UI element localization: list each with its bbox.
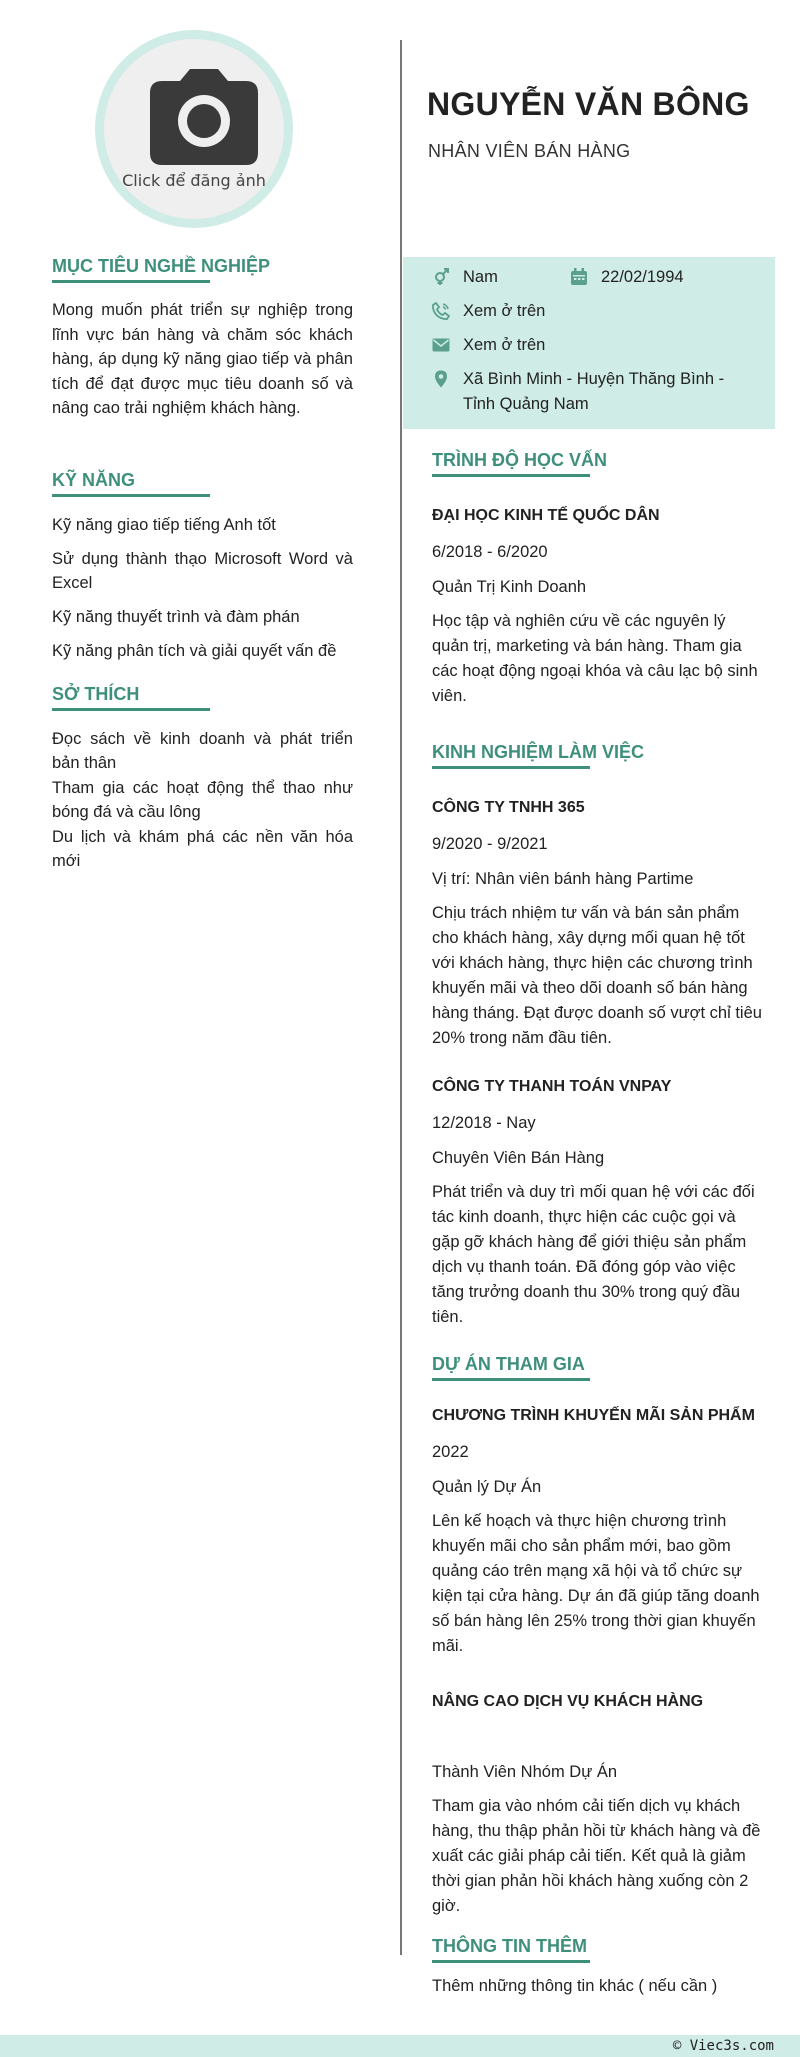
- objective-title: MỤC TIÊU NGHỀ NGHIỆP: [52, 256, 353, 283]
- experience-title: KINH NGHIỆM LÀM VIỆC: [432, 742, 762, 769]
- hobby-item: Đọc sách về kinh doanh và phát triển bản thân: [52, 730, 353, 772]
- job-period: 12/2018 - Nay: [432, 1114, 536, 1132]
- company-name: CÔNG TY TNHH 365: [432, 799, 585, 816]
- company-name: CÔNG TY THANH TOÁN VNPAY: [432, 1078, 672, 1095]
- job-position: Vị trí: Nhân viên bánh hàng Partime: [432, 870, 694, 888]
- candidate-name: NGUYỄN VĂN BÔNG: [427, 86, 750, 122]
- education-description: Học tập và nghiên cứu về các nguyên lý quản trị, marketing và bán hàng. Tham gia các hoạt động ngoại khóa và câu lạc bộ sinh viên.: [432, 612, 758, 705]
- project-year: 2022: [432, 1443, 469, 1461]
- project-role: Quản lý Dự Án: [432, 1478, 542, 1496]
- hobby-item: Du lịch và khám phá các nền văn hóa mới: [52, 828, 353, 870]
- contact-birthday: [570, 265, 684, 290]
- project-description: Tham gia vào nhóm cải tiến dịch vụ khách hàng, thu thập phản hồi từ khách hàng và đề xuất các giải pháp cải tiến. Kết quả là giảm thời gian phản hồi khách hàng xuống còn 2 giờ.: [432, 1797, 761, 1915]
- avatar-upload[interactable]: [95, 30, 293, 228]
- hobbies-section: [52, 684, 353, 873]
- phone-value: Xem ở trên: [463, 302, 546, 320]
- extra-text: Thêm những thông tin khác ( nếu cần ): [432, 1977, 718, 1995]
- watermark: © Viec3s.com: [672, 2038, 774, 2054]
- footer-bar: [0, 2035, 800, 2057]
- skills-section: [52, 470, 353, 663]
- calendar-icon: [570, 268, 588, 286]
- project-description: Lên kế hoạch và thực hiện chương trình khuyến mãi cho sản phẩm mới, bao gồm quảng cáo trên mạng xã hội và tổ chức sự kiện tại cửa hàng. Dự án đã giúp tăng doanh số bán hàng lên 25% trong thời gian khuyến mãi.: [432, 1512, 760, 1655]
- birthday-value: 22/02/1994: [601, 268, 684, 286]
- job-title: NHÂN VIÊN BÁN HÀNG: [428, 141, 631, 161]
- skills-title: KỸ NĂNG: [52, 470, 353, 497]
- education-section: [432, 450, 762, 709]
- objective-section: [52, 256, 353, 421]
- education-period: 6/2018 - 6/2020: [432, 543, 548, 561]
- job-description: Phát triển và duy trì mối quan hệ với các đối tác kinh doanh, thực hiện các cuộc gọi và gặp gỡ khách hàng để giới thiệu sản phẩm dịch vụ thanh toán. Đã đóng góp vào việc tăng trưởng doanh thu 30% trong quý đầu tiên.: [432, 1183, 755, 1326]
- skill-item: Sử dụng thành thạo Microsoft Word và Excel: [52, 550, 353, 592]
- location-pin-icon: [432, 370, 450, 388]
- gender-icon: [432, 268, 450, 286]
- hobby-item: Tham gia các hoạt động thể thao như bóng đá và cầu lông: [52, 779, 353, 821]
- contact-phone: [432, 299, 545, 324]
- education-title: TRÌNH ĐỘ HỌC VẤN: [432, 450, 762, 477]
- extra-title: THÔNG TIN THÊM: [432, 1936, 762, 1963]
- avatar-upload-label: Click để đăng ảnh: [122, 171, 266, 190]
- projects-section: [432, 1354, 762, 1919]
- column-divider: [400, 40, 402, 1955]
- project-role: Thành Viên Nhóm Dự Án: [432, 1763, 618, 1781]
- contact-gender: [432, 265, 498, 290]
- experience-section: [432, 742, 762, 1330]
- extra-section: [432, 1936, 762, 1996]
- job-period: 9/2020 - 9/2021: [432, 835, 548, 853]
- school-name: ĐẠI HỌC KINH TẾ QUỐC DÂN: [432, 507, 660, 524]
- skill-item: Kỹ năng thuyết trình và đàm phán: [52, 608, 300, 626]
- job-position: Chuyên Viên Bán Hàng: [432, 1149, 605, 1167]
- hobbies-title: SỞ THÍCH: [52, 684, 353, 711]
- envelope-icon: [432, 336, 450, 354]
- contact-email: [432, 333, 545, 358]
- skill-item: Kỹ năng giao tiếp tiếng Anh tốt: [52, 516, 276, 534]
- skill-item: Kỹ năng phân tích và giải quyết vấn đề: [52, 642, 337, 660]
- contact-panel: [403, 257, 775, 429]
- contact-address: [432, 367, 752, 417]
- gender-value: Nam: [463, 268, 498, 286]
- project-name: CHƯƠNG TRÌNH KHUYẾN MÃI SẢN PHẨM: [432, 1407, 755, 1424]
- address-value: Xã Bình Minh - Huyện Thăng Bình - Tỉnh Quảng Nam: [463, 370, 725, 413]
- camera-icon: [150, 69, 258, 165]
- education-major: Quản Trị Kinh Doanh: [432, 578, 587, 596]
- project-name: NÂNG CAO DỊCH VỤ KHÁCH HÀNG: [432, 1693, 704, 1710]
- phone-icon: [432, 302, 450, 320]
- email-value: Xem ở trên: [463, 336, 546, 354]
- projects-title: DỰ ÁN THAM GIA: [432, 1354, 762, 1381]
- objective-text: Mong muốn phát triển sự nghiệp trong lĩnh vực bán hàng và chăm sóc khách hàng, áp dụng kỹ năng giao tiếp và phân tích để đạt được mục tiêu doanh số và nâng cao trải nghiệm khách hàng.: [52, 301, 353, 417]
- job-description: Chịu trách nhiệm tư vấn và bán sản phẩm cho khách hàng, xây dựng mối quan hệ tốt với khách hàng, thực hiện các chương trình khuyến mãi và theo dõi doanh số bán hàng hàng tháng. Đạt được doanh số vượt chỉ tiêu 20% trong năm đầu tiên.: [432, 904, 762, 1047]
